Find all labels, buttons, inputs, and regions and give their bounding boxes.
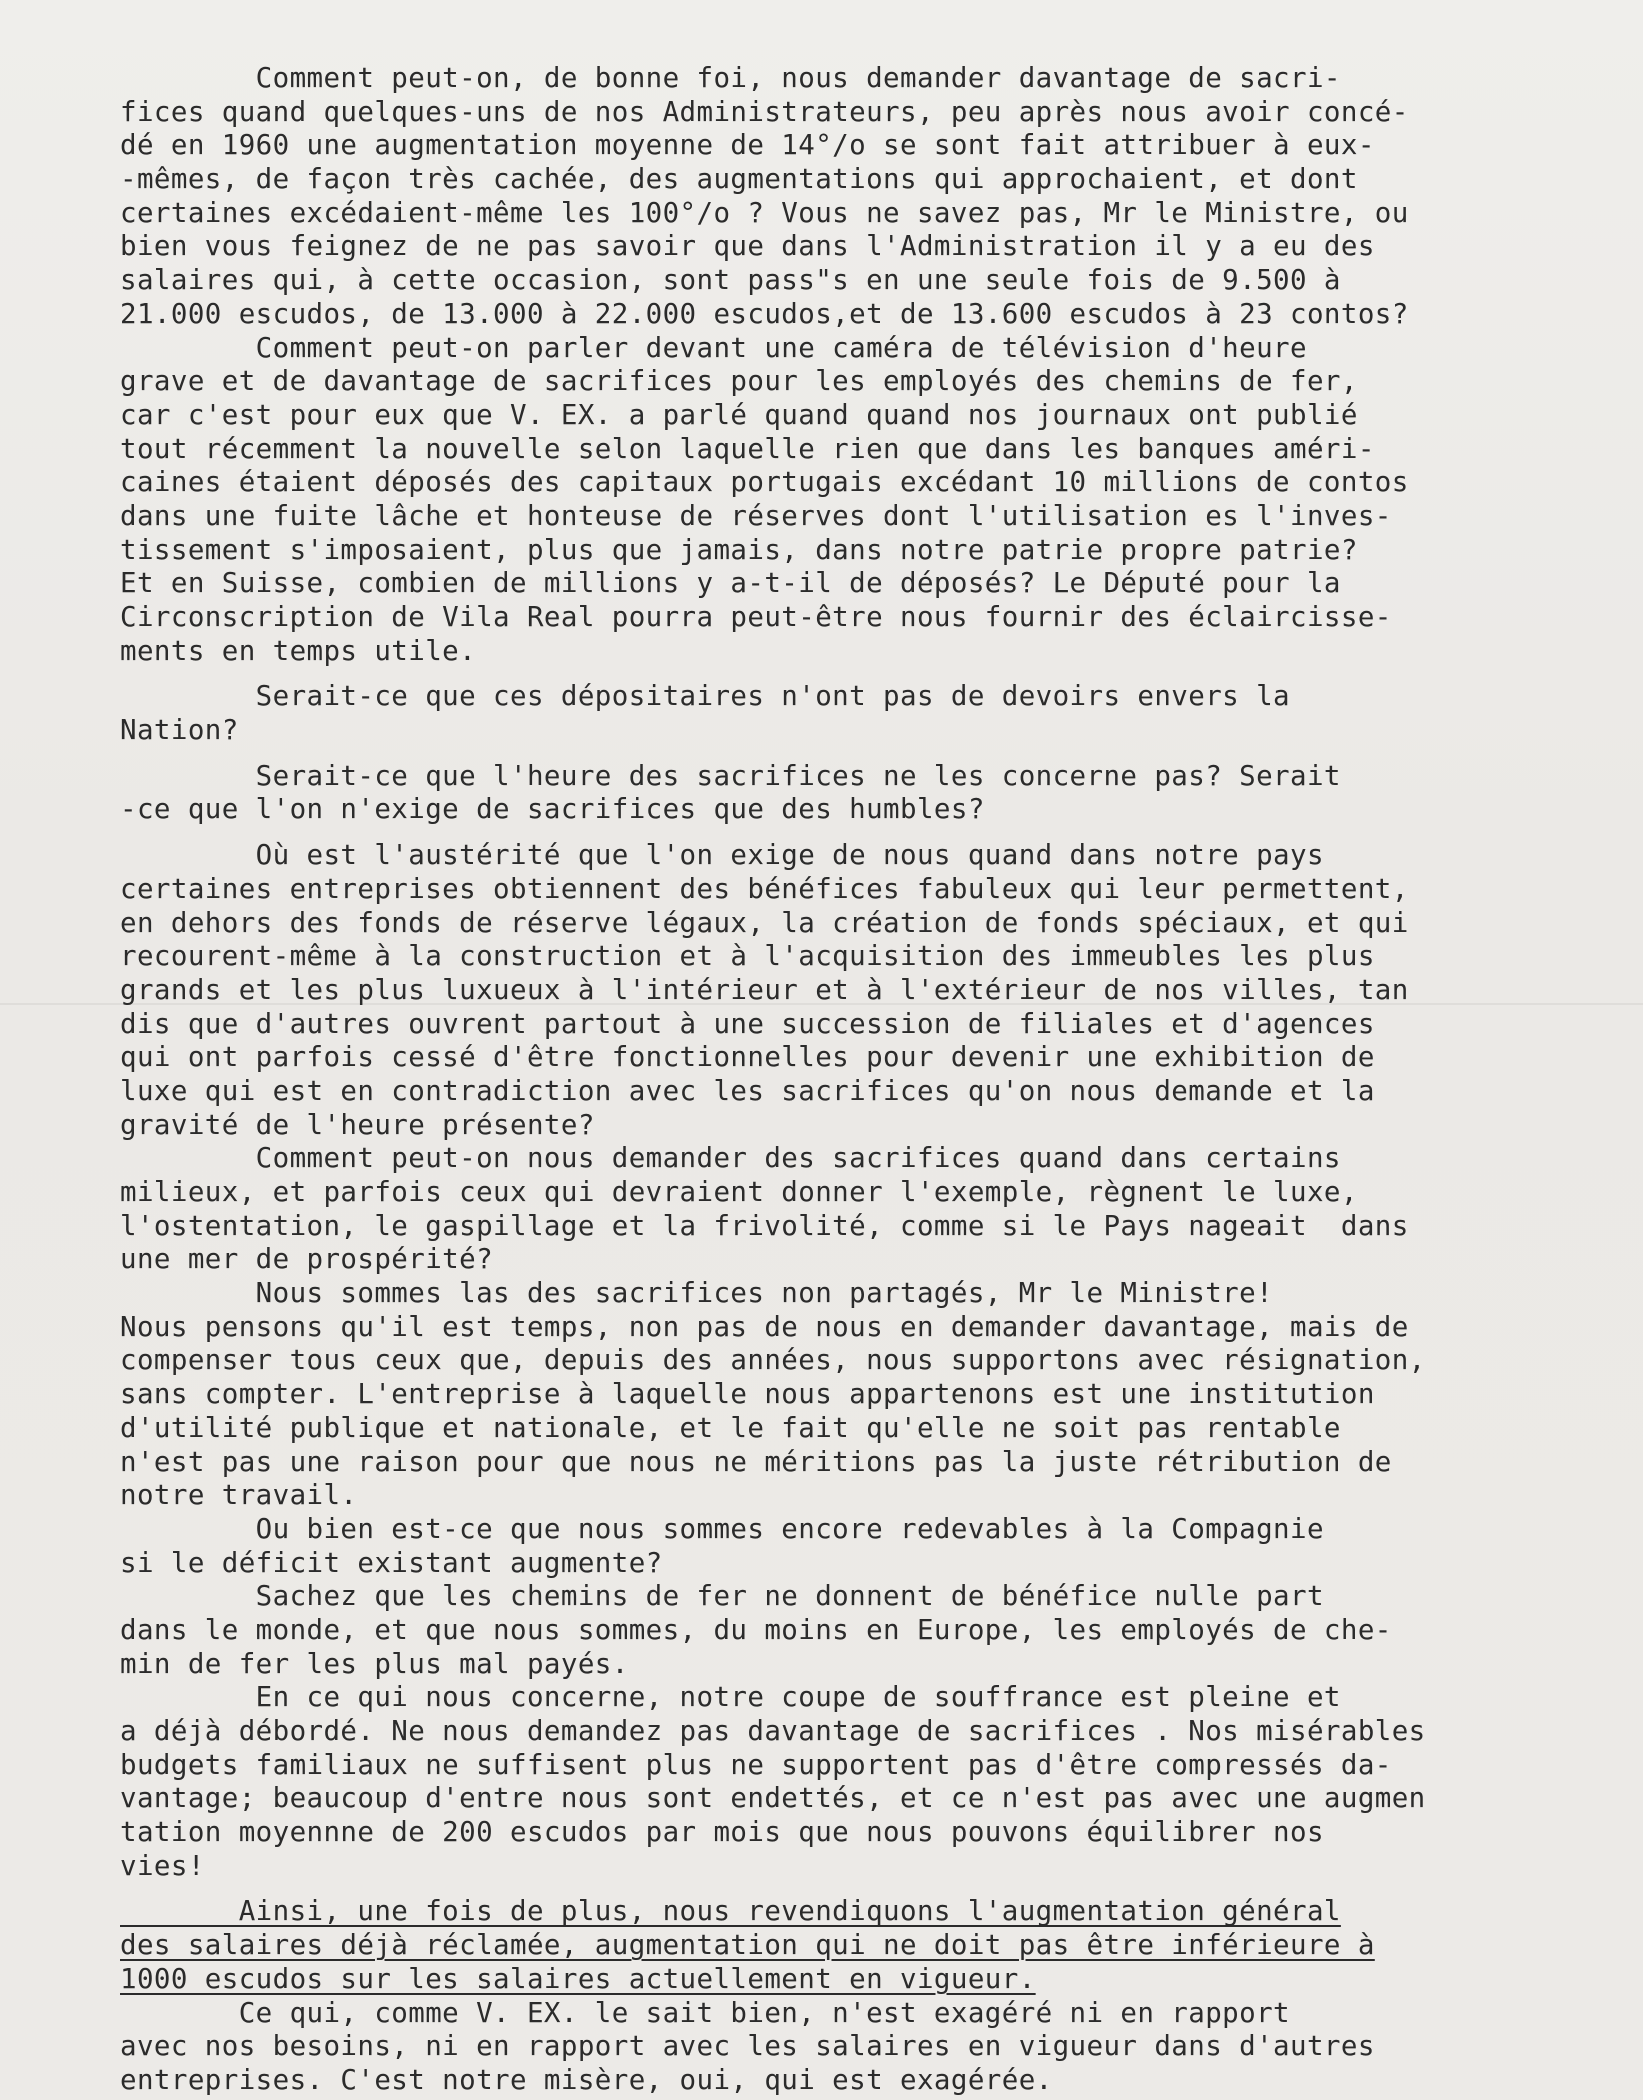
text-line: certaines excédaient-même les 100°/o ? Vous ne savez pas, Mr le Ministre, ou: [120, 196, 1409, 229]
text-line: -ce que l'on n'exige de sacrifices que des humbles?: [120, 793, 985, 826]
text-line: En ce qui nous concerne, notre coupe de souffrance est pleine et: [120, 1681, 1341, 1714]
text-line: Serait-ce que l'heure des sacrifices ne les concerne pas? Serait: [120, 759, 1341, 792]
text-line: 21.000 escudos, de 13.000 à 22.000 escudos,et de 13.600 escudos à 23 contos?: [120, 297, 1409, 330]
text-line: Comment peut-on parler devant une caméra de télévision d'heure: [120, 331, 1307, 364]
text-line: min de fer les plus mal payés.: [120, 1647, 629, 1680]
text-line: si le déficit existant augmente?: [120, 1546, 663, 1579]
text-line: salaires qui, à cette occasion, sont pass"s en une seule fois de 9.500 à: [120, 264, 1341, 297]
paragraph: [120, 680, 1640, 747]
text-line: dis que d'autres ouvrent partout à une succession de filiales et d'agences: [120, 1007, 1375, 1040]
text-line: compenser tous ceux que, depuis des années, nous supportons avec résignation,: [120, 1344, 1426, 1377]
text-line: car c'est pour eux que V. EX. a parlé quand quand nos journaux ont publié: [120, 398, 1358, 431]
text-line: notre travail.: [120, 1479, 358, 1512]
text-line: l'ostentation, le gaspillage et la frivolité, comme si le Pays nageait dans: [120, 1209, 1409, 1242]
text-line: Nous pensons qu'il est temps, non pas de nous en demander davantage, mais de: [120, 1310, 1409, 1343]
text-line: fices quand quelques-uns de nos Administrateurs, peu après nous avoir concé-: [120, 95, 1409, 128]
paragraph: [120, 839, 1640, 1142]
text-line: grave et de davantage de sacrifices pour les employés des chemins de fer,: [120, 365, 1358, 398]
text-line: entreprises. C'est notre misère, oui, qui est exagérée.: [120, 2063, 1053, 2096]
text-line: Nation?: [120, 714, 239, 747]
text-line: vies!: [120, 1849, 205, 1882]
text-line: milieux, et parfois ceux qui devraient donner l'exemple, règnent le luxe,: [120, 1176, 1358, 1208]
text-line: certaines entreprises obtiennent des bénéfices fabuleux qui leur permettent,: [120, 872, 1409, 905]
text-line: tation moyennne de 200 escudos par mois que nous pouvons équilibrer nos: [120, 1816, 1324, 1849]
paragraph: [120, 760, 1640, 827]
text-line: caines étaient déposés des capitaux portugais excédant 10 millions de contos: [120, 466, 1409, 499]
text-line: Ou bien est-ce que nous sommes encore redevables à la Compagnie: [120, 1512, 1324, 1545]
text-line: gravité de l'heure présente?: [120, 1108, 595, 1141]
text-line: vantage; beaucoup d'entre nous sont endettés, et ce n'est pas avec une augmen: [120, 1782, 1426, 1815]
text-line: Comment peut-on nous demander des sacrifices quand dans certains: [120, 1142, 1341, 1175]
paragraph: [120, 1142, 1640, 1277]
paragraph: [120, 1895, 1640, 1996]
paragraph-gap: [120, 668, 1640, 680]
paragraph: [120, 1681, 1640, 1883]
text-line: tout récemment la nouvelle selon laquelle rien que dans les banques améri-: [120, 432, 1375, 465]
text-line: 1000 escudos sur les salaires actuellement en vigueur.: [120, 1962, 1036, 1995]
paragraph-gap: [120, 1883, 1640, 1895]
text-line: Nous sommes las des sacrifices non partagés, Mr le Ministre!: [120, 1277, 1274, 1310]
text-line: qui ont parfois cessé d'être fonctionnelles pour devenir une exhibition de: [120, 1041, 1375, 1074]
text-line: Ainsi, une fois de plus, nous revendiquons l'augmentation général: [120, 1895, 1341, 1928]
text-line: dans une fuite lâche et honteuse de réserves dont l'utilisation es l'inves-: [120, 499, 1392, 532]
paragraph-gap: [120, 827, 1640, 839]
text-line: Sachez que les chemins de fer ne donnent de bénéfice nulle part: [120, 1580, 1324, 1613]
text-line: tissement s'imposaient, plus que jamais, dans notre patrie propre patrie?: [120, 533, 1358, 566]
text-line: budgets familiaux ne suffisent plus ne supportent pas d'être compressés da-: [120, 1748, 1392, 1781]
paragraph: [120, 1997, 1640, 2098]
text-line: sans compter. L'entreprise à laquelle nous appartenons est une institution: [120, 1378, 1375, 1411]
paragraph: [120, 1580, 1640, 1681]
typewritten-letter-body: [120, 62, 1640, 2098]
paragraph: [120, 62, 1640, 332]
text-line: -mêmes, de façon très cachée, des augmentations qui approchaient, et dont: [120, 163, 1375, 196]
text-line: ments en temps utile.: [120, 634, 477, 667]
text-line: Serait-ce que ces dépositaires n'ont pas de devoirs envers la: [120, 680, 1290, 713]
text-line: Ce qui, comme V. EX. le sait bien, n'est exagéré ni en rapport: [120, 1996, 1290, 2029]
text-line: luxe qui est en contradiction avec les sacrifices qu'on nous demande et la: [120, 1074, 1375, 1107]
paragraph: [120, 1277, 1640, 1513]
paragraph: [120, 1513, 1640, 1580]
text-line: a déjà débordé. Ne nous demandez pas davantage de sacrifices . Nos misérables: [120, 1715, 1426, 1747]
text-line: recourent-même à la construction et à l'acquisition des immeubles les plus: [120, 940, 1375, 973]
text-line: Et en Suisse, combien de millions y a-t-il de déposés? Le Député pour la: [120, 567, 1341, 600]
paragraph-gap: [120, 748, 1640, 760]
text-line: des salaires déjà réclamée, augmentation qui ne doit pas être inférieure à: [120, 1929, 1375, 1962]
text-line: bien vous feignez de ne pas savoir que dans l'Administration il y a eu des: [120, 230, 1375, 263]
text-line: avec nos besoins, ni en rapport avec les salaires en vigueur dans d'autres: [120, 2030, 1375, 2063]
text-line: Où est l'austérité que l'on exige de nous quand dans notre pays: [120, 839, 1324, 872]
text-line: Circonscription de Vila Real pourra peut-être nous fournir des éclaircisse-: [120, 601, 1392, 633]
text-line: Comment peut-on, de bonne foi, nous demander davantage de sacri-: [120, 62, 1341, 94]
text-line: une mer de prospérité?: [120, 1243, 494, 1276]
text-line: dé en 1960 une augmentation moyenne de 14°/o se sont fait attribuer à eux-: [120, 129, 1375, 162]
text-line: d'utilité publique et nationale, et le fait qu'elle ne soit pas rentable: [120, 1411, 1341, 1444]
paragraph: [120, 332, 1640, 669]
text-line: dans le monde, et que nous sommes, du moins en Europe, les employés de che-: [120, 1613, 1392, 1646]
text-line: n'est pas une raison pour que nous ne méritions pas la juste rétribution de: [120, 1445, 1392, 1478]
text-line: grands et les plus luxueux à l'intérieur et à l'extérieur de nos villes, tan: [120, 973, 1409, 1006]
text-line: en dehors des fonds de réserve légaux, la création de fonds spéciaux, et qui: [120, 906, 1409, 939]
